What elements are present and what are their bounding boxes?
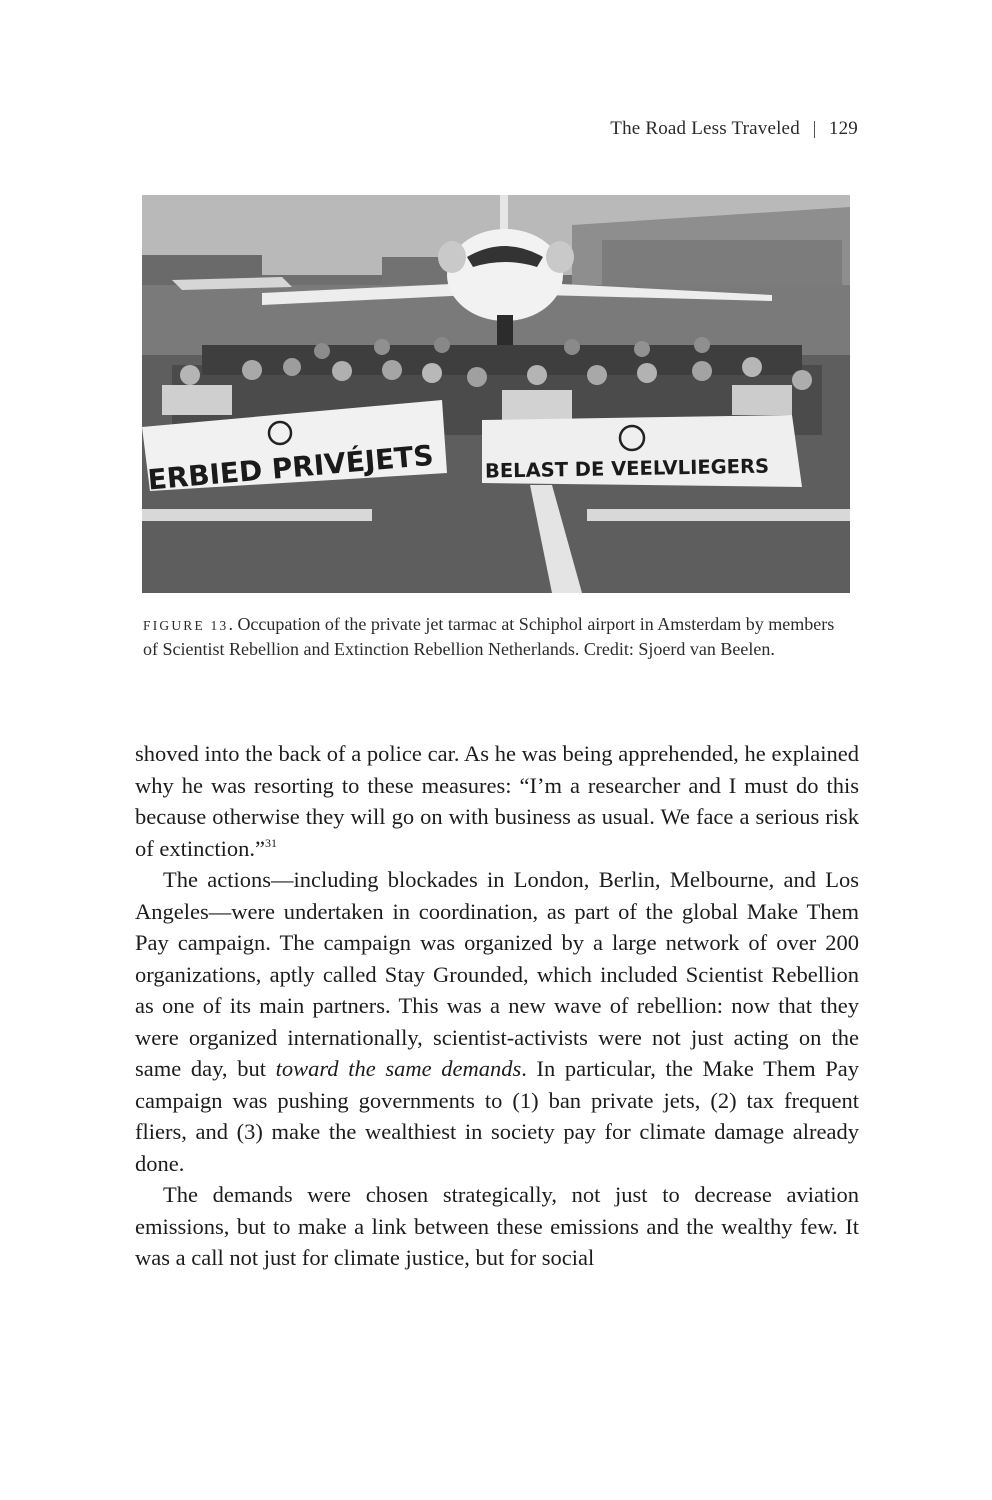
header-divider (814, 121, 815, 138)
paragraph-1-text: shoved into the back of a police car. As he was being apprehended, he explained why he was resorting to these measures: “I’m a researcher and I must do this because otherwise they will go on with business as usual. We face a serious risk of extinction.” (135, 741, 859, 861)
running-head (610, 118, 858, 140)
paragraph-2 (135, 864, 859, 1179)
runway-marking (587, 509, 850, 521)
caption-text: . Occupation of the private jet tarmac at Schiphol airport in Amsterdam by members of Scientist Rebellion and Extinction Rebellion Netherlands. Credit: Sjoerd van Beelen. (143, 614, 835, 659)
jet-engine-left (438, 241, 466, 273)
figure-label: FIGURE 13 (143, 618, 229, 633)
banner-right-text: BELAST DE VEELVLIEGERS (484, 454, 770, 483)
paragraph-2-italic: toward the same demands (275, 1056, 522, 1081)
figure-photo (142, 195, 850, 593)
jet-tail (500, 195, 508, 235)
paragraph-3-text: The demands were chosen strategically, not just to decrease aviation emissions, but to make a link between these emissions and the wealthy few. It was a call not just for climate justice, but for social (135, 1182, 859, 1270)
paragraph-2-text-a: The actions—including blockades in London, Berlin, Melbourne, and Los Angeles—were undertaken in coordination, as part of the global Make Them Pay campaign. The campaign was organized by a large network of over 200 organizations, aptly called Stay Grounded, which included Scientist Rebellion as one of its main partners. This was a new wave of rebellion: now that they were organized internationally, scientist-activists were not just acting on the same day, but (135, 867, 859, 1081)
figure-caption (143, 613, 843, 661)
banner-right (482, 415, 802, 487)
paragraph-3 (135, 1179, 859, 1274)
paragraph-1 (135, 738, 859, 864)
jet-fuselage (447, 229, 563, 321)
page-number: 129 (828, 118, 858, 139)
footnote-ref: 31 (264, 835, 277, 850)
protest-photo-illustration (142, 195, 850, 593)
paragraph-2-text-b: . In particular, the Make Them Pay campaign was pushing governments to (1) ban private jets, (2) tax frequent fliers, and (3) make the wealthiest in society pay for climate damage already done. (135, 1056, 859, 1176)
banner-left-text: ERBIED PRIVÉJETS (146, 438, 435, 497)
body-text (135, 738, 859, 1274)
runway-marking-left (142, 509, 372, 521)
running-title: The Road Less Traveled (610, 118, 800, 139)
jet-engine-right (546, 241, 574, 273)
